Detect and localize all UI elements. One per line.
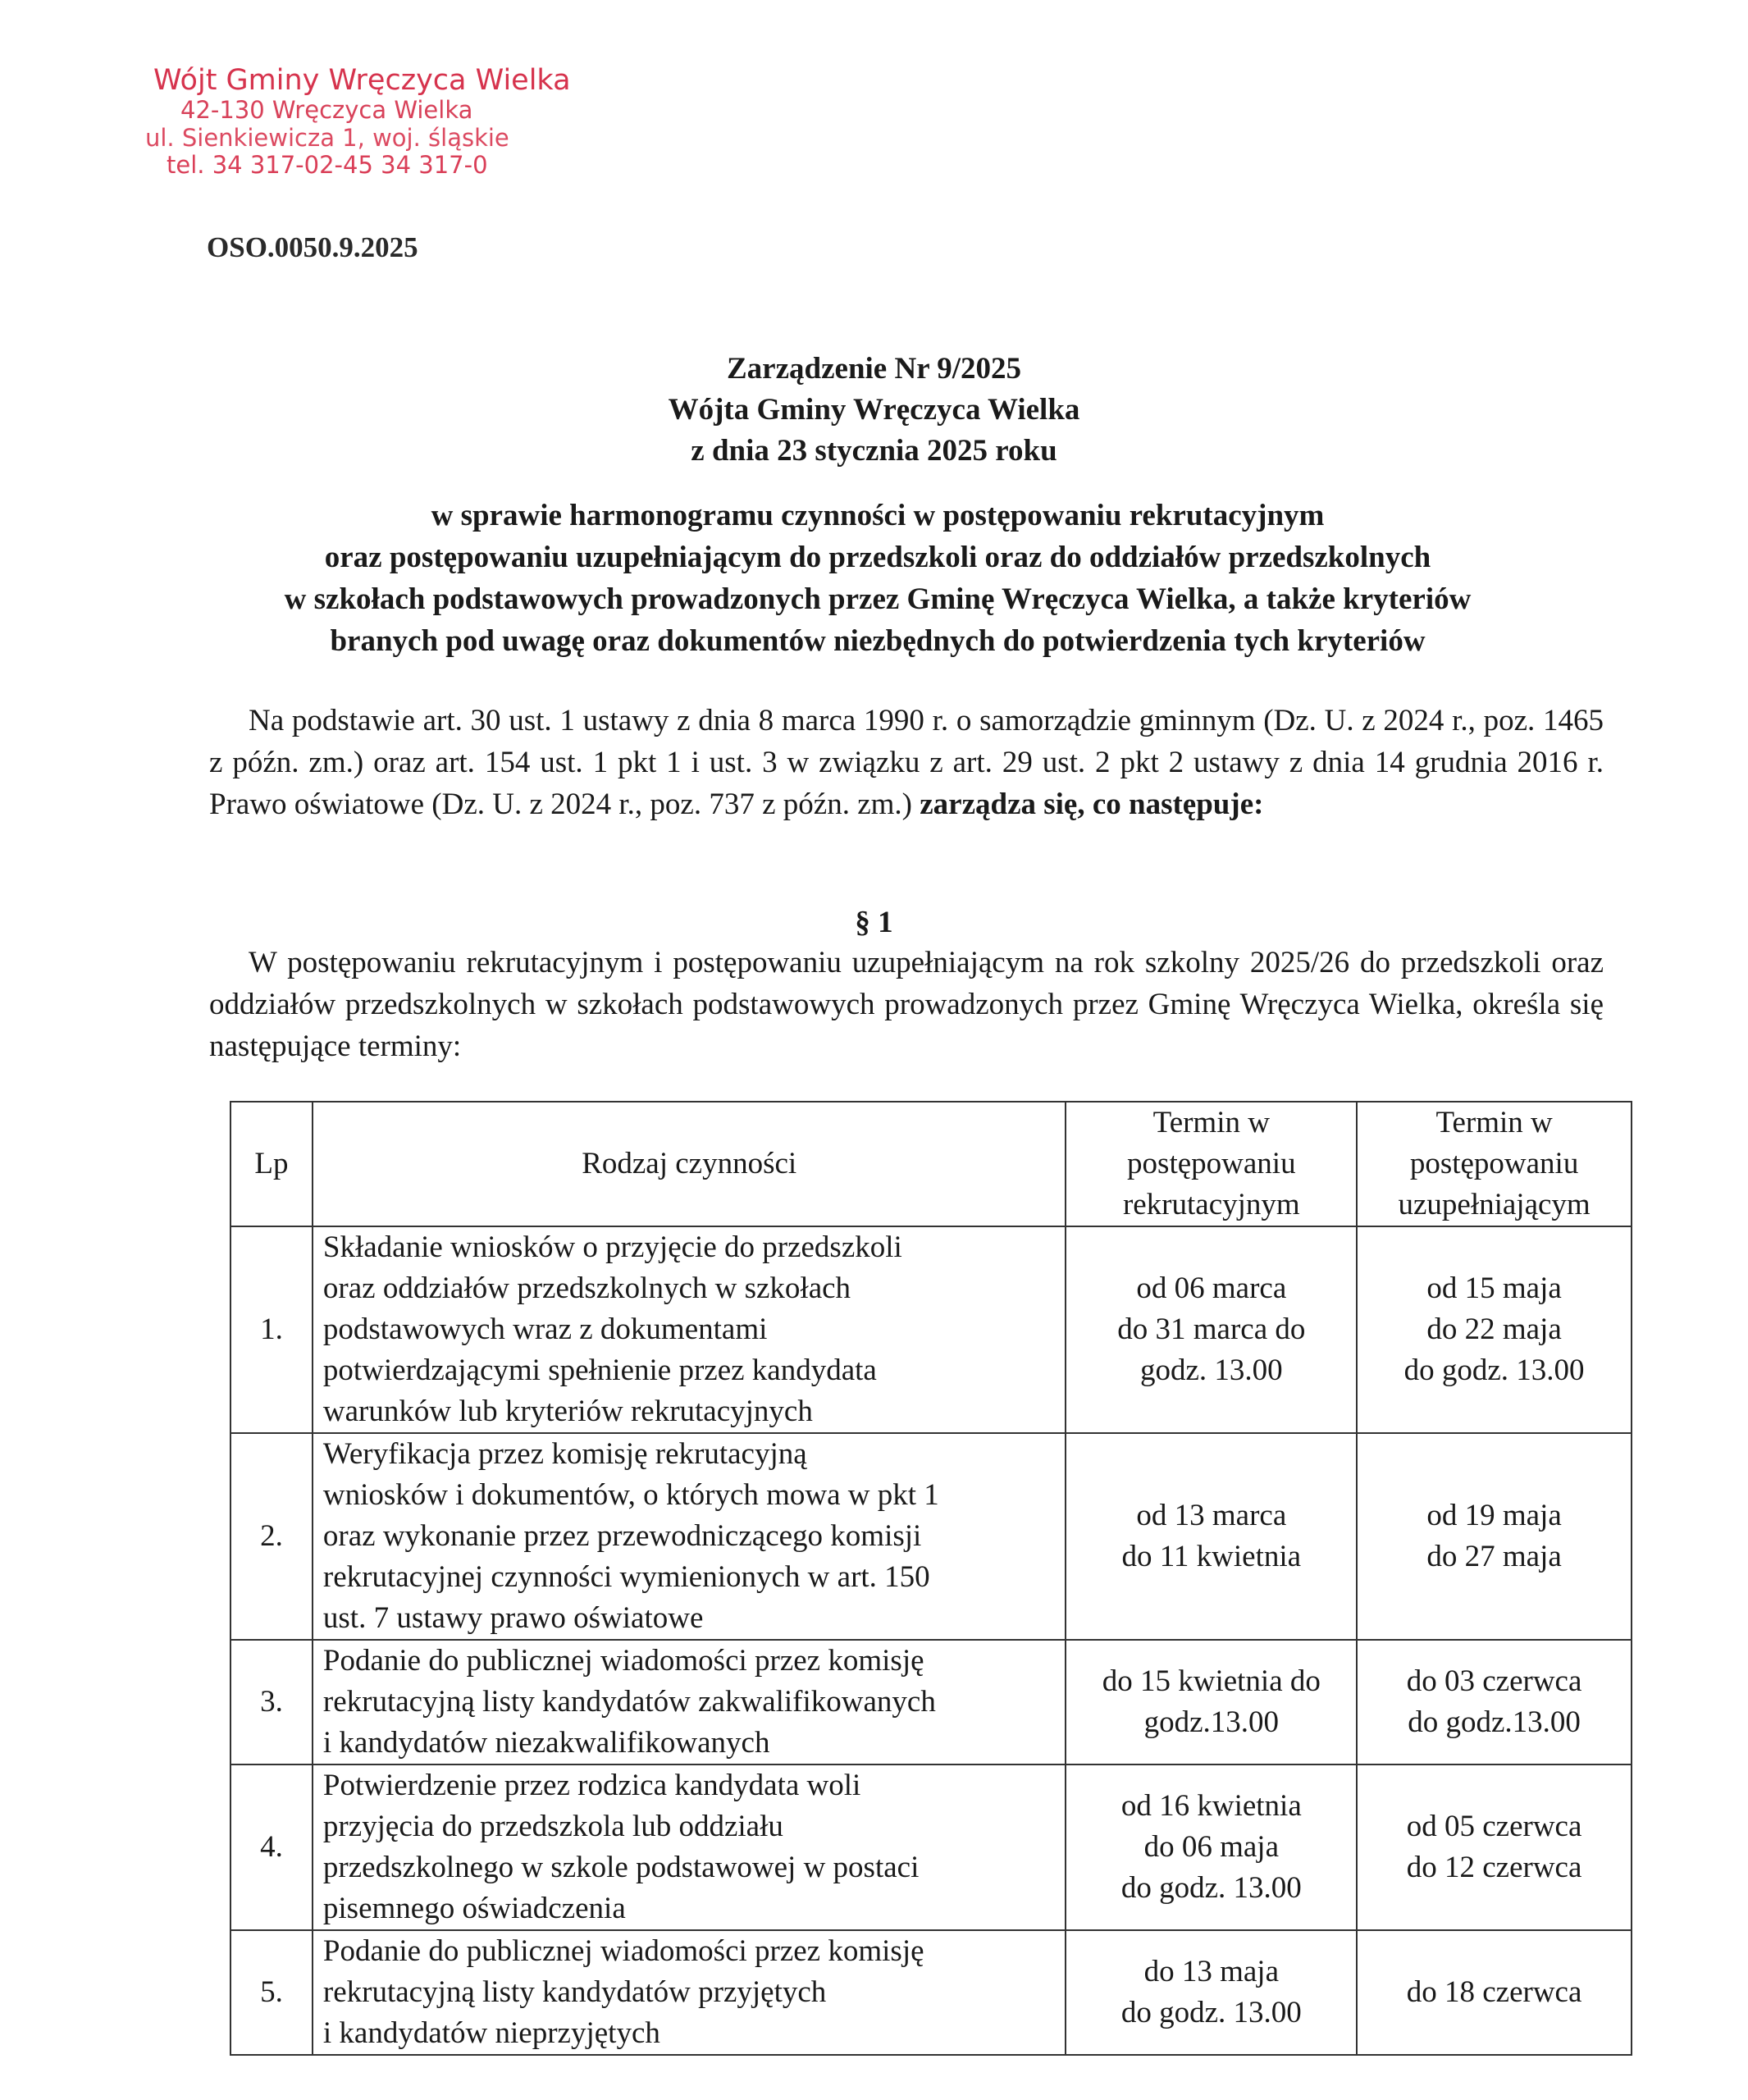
header-activity: Rodzaj czynności bbox=[313, 1102, 1066, 1226]
document-reference: OSO.0050.9.2025 bbox=[207, 231, 418, 263]
stamp-line-phone: tel. 34 317-02-45 34 317-0 bbox=[167, 150, 488, 179]
subject-line-2: oraz postępowaniu uzupełniającym do przedszkoli oraz do oddziałów przedszkolnych bbox=[324, 541, 1431, 574]
subject-line-3: w szkołach podstawowych prowadzonych przez Gminę Wręczyca Wielka, a także kryteriów bbox=[284, 582, 1472, 616]
row-activity: Weryfikacja przez komisję rekrutacyjną wniosków i dokumentów, o których mowa w pkt 1 oraz wykonanie przez przewodniczącego komisji rekrutacyjnej czynności wymienionych w art. 150 ust. 7 ustawy prawo oświatowe bbox=[313, 1433, 1066, 1640]
stamp-line-office: Wójt Gminy Wręczyca Wielka bbox=[153, 64, 571, 97]
official-stamp bbox=[135, 64, 571, 179]
subject-line-4: branych pod uwagę oraz dokumentów niezbędnych do potwierdzenia tych kryteriów bbox=[330, 624, 1426, 658]
table-row bbox=[230, 1764, 1632, 1930]
section-1-paragraph bbox=[209, 942, 1604, 1067]
row-activity: Podanie do publicznej wiadomości przez komisję rekrutacyjną listy kandydatów przyjętych i kandydatów nieprzyjętych bbox=[313, 1930, 1066, 2055]
section-sign: § 1 bbox=[855, 906, 893, 939]
row-recruitment-term: od 13 marca do 11 kwietnia bbox=[1066, 1433, 1357, 1640]
row-number: 1. bbox=[230, 1226, 313, 1433]
document-heading bbox=[0, 349, 1748, 472]
legal-basis-paragraph bbox=[209, 700, 1604, 825]
table-row bbox=[230, 1433, 1632, 1640]
table-row bbox=[230, 1640, 1632, 1764]
heading-title: Zarządzenie Nr 9/2025 bbox=[727, 352, 1021, 386]
heading-date: z dnia 23 stycznia 2025 roku bbox=[691, 434, 1057, 468]
row-activity: Składanie wniosków o przyjęcie do przedszkoli oraz oddziałów przedszkolnych w szkołach podstawowych wraz z dokumentami potwierdzającymi spełnienie przez kandydata warunków lub kryteriów rekrutacyjnych bbox=[313, 1226, 1066, 1433]
row-recruitment-term: do 13 maja do godz. 13.00 bbox=[1066, 1930, 1357, 2055]
row-number: 3. bbox=[230, 1640, 313, 1764]
row-recruitment-term: do 15 kwietnia do godz.13.00 bbox=[1066, 1640, 1357, 1764]
schedule-table bbox=[230, 1101, 1632, 2056]
row-activity: Potwierdzenie przez rodzica kandydata woli przyjęcia do przedszkola lub oddziału przedszkolnego w szkole podstawowej w postaci pisemnego oświadczenia bbox=[313, 1764, 1066, 1930]
table-header-row bbox=[230, 1102, 1632, 1226]
legal-basis-text: Na podstawie art. 30 ust. 1 ustawy z dnia 8 marca 1990 r. o samorządzie gminnym (Dz. U. z 2024 r., poz. 1465 z późn. zm.) oraz art. 154 ust. 1 pkt 1 i ust. 3 w związku z art. 29 ust. 2 pkt 2 ustawy z dnia 14 grudnia 2016 r. Prawo oświatowe (Dz. U. z 2024 r., poz. 737 z późn. zm.) bbox=[209, 704, 1604, 821]
row-supplementary-term: od 05 czerwca do 12 czerwca bbox=[1357, 1764, 1632, 1930]
row-activity: Podanie do publicznej wiadomości przez komisję rekrutacyjną listy kandydatów zakwalifikowanych i kandydatów niezakwalifikowanych bbox=[313, 1640, 1066, 1764]
document-subject bbox=[164, 495, 1591, 662]
row-recruitment-term: od 16 kwietnia do 06 maja do godz. 13.00 bbox=[1066, 1764, 1357, 1930]
row-number: 5. bbox=[230, 1930, 313, 2055]
subject-line-1: w sprawie harmonogramu czynności w postępowaniu rekrutacyjnym bbox=[431, 499, 1325, 532]
legal-basis-decree: zarządza się, co następuje: bbox=[920, 788, 1264, 821]
row-supplementary-term: od 15 maja do 22 maja do godz. 13.00 bbox=[1357, 1226, 1632, 1433]
row-supplementary-term: do 03 czerwca do godz.13.00 bbox=[1357, 1640, 1632, 1764]
row-number: 4. bbox=[230, 1764, 313, 1930]
header-recruitment-term: Termin w postępowaniu rekrutacyjnym bbox=[1066, 1102, 1357, 1226]
row-number: 2. bbox=[230, 1433, 313, 1640]
row-recruitment-term: od 06 marca do 31 marca do godz. 13.00 bbox=[1066, 1226, 1357, 1433]
stamp-line-street: ul. Sienkiewicza 1, woj. śląskie bbox=[145, 123, 509, 152]
table-row bbox=[230, 1930, 1632, 2055]
heading-issuer: Wójta Gminy Wręczyca Wielka bbox=[668, 393, 1080, 427]
section-1-text: W postępowaniu rekrutacyjnym i postępowaniu uzupełniającym na rok szkolny 2025/26 do przedszkoli oraz oddziałów przedszkolnych w szkołach podstawowych prowadzonych przez Gminę Wręczyca Wielka, określa się następujące terminy: bbox=[209, 946, 1604, 1063]
header-lp: Lp bbox=[230, 1102, 313, 1226]
row-supplementary-term: do 18 czerwca bbox=[1357, 1930, 1632, 2055]
table-row bbox=[230, 1226, 1632, 1433]
row-supplementary-term: od 19 maja do 27 maja bbox=[1357, 1433, 1632, 1640]
stamp-line-postcode: 42-130 Wręczyca Wielka bbox=[180, 96, 473, 125]
header-supplementary-term: Termin w postępowaniu uzupełniającym bbox=[1357, 1102, 1632, 1226]
